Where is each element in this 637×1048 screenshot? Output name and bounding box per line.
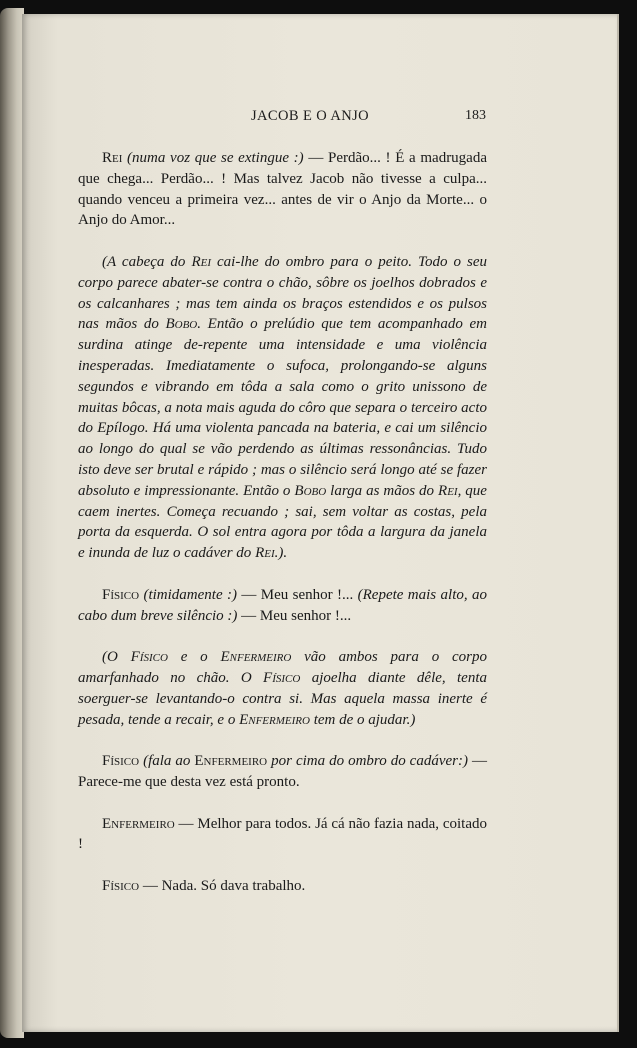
speech-rei bbox=[78, 148, 487, 231]
dialogue: — Parece-me que desta vez está pronto. bbox=[78, 753, 487, 790]
stage-direction: (timidamente :) bbox=[139, 586, 242, 603]
direction-text: , que caem inertes. Começa recuando ; sai, sem voltar as costas, pela porta da esquerda. O sol entra agora por tôda a largura da janela e inunda de luz o cadáver do bbox=[78, 482, 487, 562]
paragraph-gap bbox=[78, 626, 487, 647]
stage-direction: (numa voz que se extingue :) bbox=[122, 150, 309, 166]
dialogue: — Nada. Só dava trabalho. bbox=[139, 877, 306, 894]
dialogue: — Melhor para todos. Já cá não fazia nada, coitado ! bbox=[78, 815, 487, 853]
speech-fisico bbox=[78, 585, 487, 627]
character-name: Rei bbox=[438, 482, 458, 499]
stage-direction: (fala ao bbox=[139, 753, 195, 770]
text-body bbox=[78, 148, 487, 897]
speech-fisico bbox=[78, 876, 487, 897]
direction-text: cai-lhe do ombro para o peito. Todo o seu corpo parece abater-se contra o chão, sôbre os joelhos dobrados e os calcanhares ; mas tem ainda os braços estendidos e os pulsos nas mãos do bbox=[78, 253, 487, 333]
speaker-name: Físico bbox=[102, 586, 140, 603]
speech-fisico bbox=[78, 751, 487, 793]
dialogue: — Meu senhor !... bbox=[241, 586, 358, 603]
running-title: JACOB E O ANJO bbox=[251, 108, 369, 124]
stage-direction: por cima do ombro do cadáver:) bbox=[267, 753, 472, 770]
direction-text: vão ambos para o corpo amarfanhado no chão. O bbox=[78, 649, 487, 686]
dialogue: — Perdão... ! É a madrugada que chega... Perdão... ! Mas talvez Jacob não tivesse a culpa... quando venceu a primeira vez... antes de vir o Anjo da Morte... o Anjo do Amor... bbox=[78, 150, 488, 229]
direction-text: . Então o prelúdio que tem acompanhado em surdina atinge de-repente uma intensidade e uma violência inesperadas. Imediatamente o sufoca, prolongando-se alguns segundos e vibrando em tôda a sala como o grito unissono de muitas bôcas, a nota mais aguda do côro que separa o terceiro acto do Epílogo. Há uma violenta pancada na bateria, e cai um silêncio ao longo do qual se vão perdendo as últimas ressonâncias. Tudo isto deve ser brutal e rápido ; mas o silêncio será longo até se fazer absoluto e impressionante. Então o bbox=[78, 316, 487, 499]
speaker-name: Físico bbox=[102, 753, 140, 770]
stage-direction-block bbox=[78, 647, 487, 730]
direction-text: larga as mãos do bbox=[326, 482, 439, 499]
running-header bbox=[0, 108, 637, 132]
paragraph-gap bbox=[78, 793, 487, 814]
direction-text: (A cabeça do bbox=[102, 253, 192, 270]
character-name: Rei bbox=[255, 545, 275, 562]
speaker-name: Rei bbox=[102, 150, 123, 166]
book-spine bbox=[0, 8, 24, 1038]
speaker-name: Enfermeiro bbox=[102, 815, 175, 832]
character-name: Físico bbox=[263, 669, 301, 686]
character-name: Bobo bbox=[165, 316, 198, 333]
character-name: Enfermeiro bbox=[194, 753, 268, 770]
page-number: 183 bbox=[465, 108, 486, 123]
dialogue: — Meu senhor !... bbox=[241, 607, 352, 624]
character-name: Bobo bbox=[294, 482, 327, 499]
character-name: Físico bbox=[130, 649, 168, 666]
character-name: Rei bbox=[191, 253, 211, 270]
stage-direction: (Repete mais alto, ao cabo dum breve silêncio :) bbox=[78, 586, 487, 624]
direction-text: .). bbox=[274, 545, 288, 562]
direction-text: ajoelha diante dêle, tenta soerguer-se levantando-o contra si. Mas aquela massa inerte é pesada, tende a recair, e o bbox=[78, 669, 487, 728]
speaker-name: Físico bbox=[102, 877, 140, 894]
paragraph-gap bbox=[78, 730, 487, 751]
speech-enfermeiro bbox=[78, 814, 487, 856]
character-name: Enfermeiro bbox=[220, 649, 292, 666]
direction-text: e o bbox=[167, 649, 221, 666]
paragraph-gap bbox=[78, 564, 487, 585]
paragraph-gap bbox=[78, 231, 487, 252]
direction-text: tem de o ajudar.) bbox=[309, 711, 416, 728]
page-edge bbox=[617, 14, 619, 1032]
character-name: Enfermeiro bbox=[239, 711, 310, 728]
direction-text: (O bbox=[102, 649, 131, 666]
stage-direction-block bbox=[78, 252, 487, 564]
paragraph-gap bbox=[78, 855, 487, 876]
